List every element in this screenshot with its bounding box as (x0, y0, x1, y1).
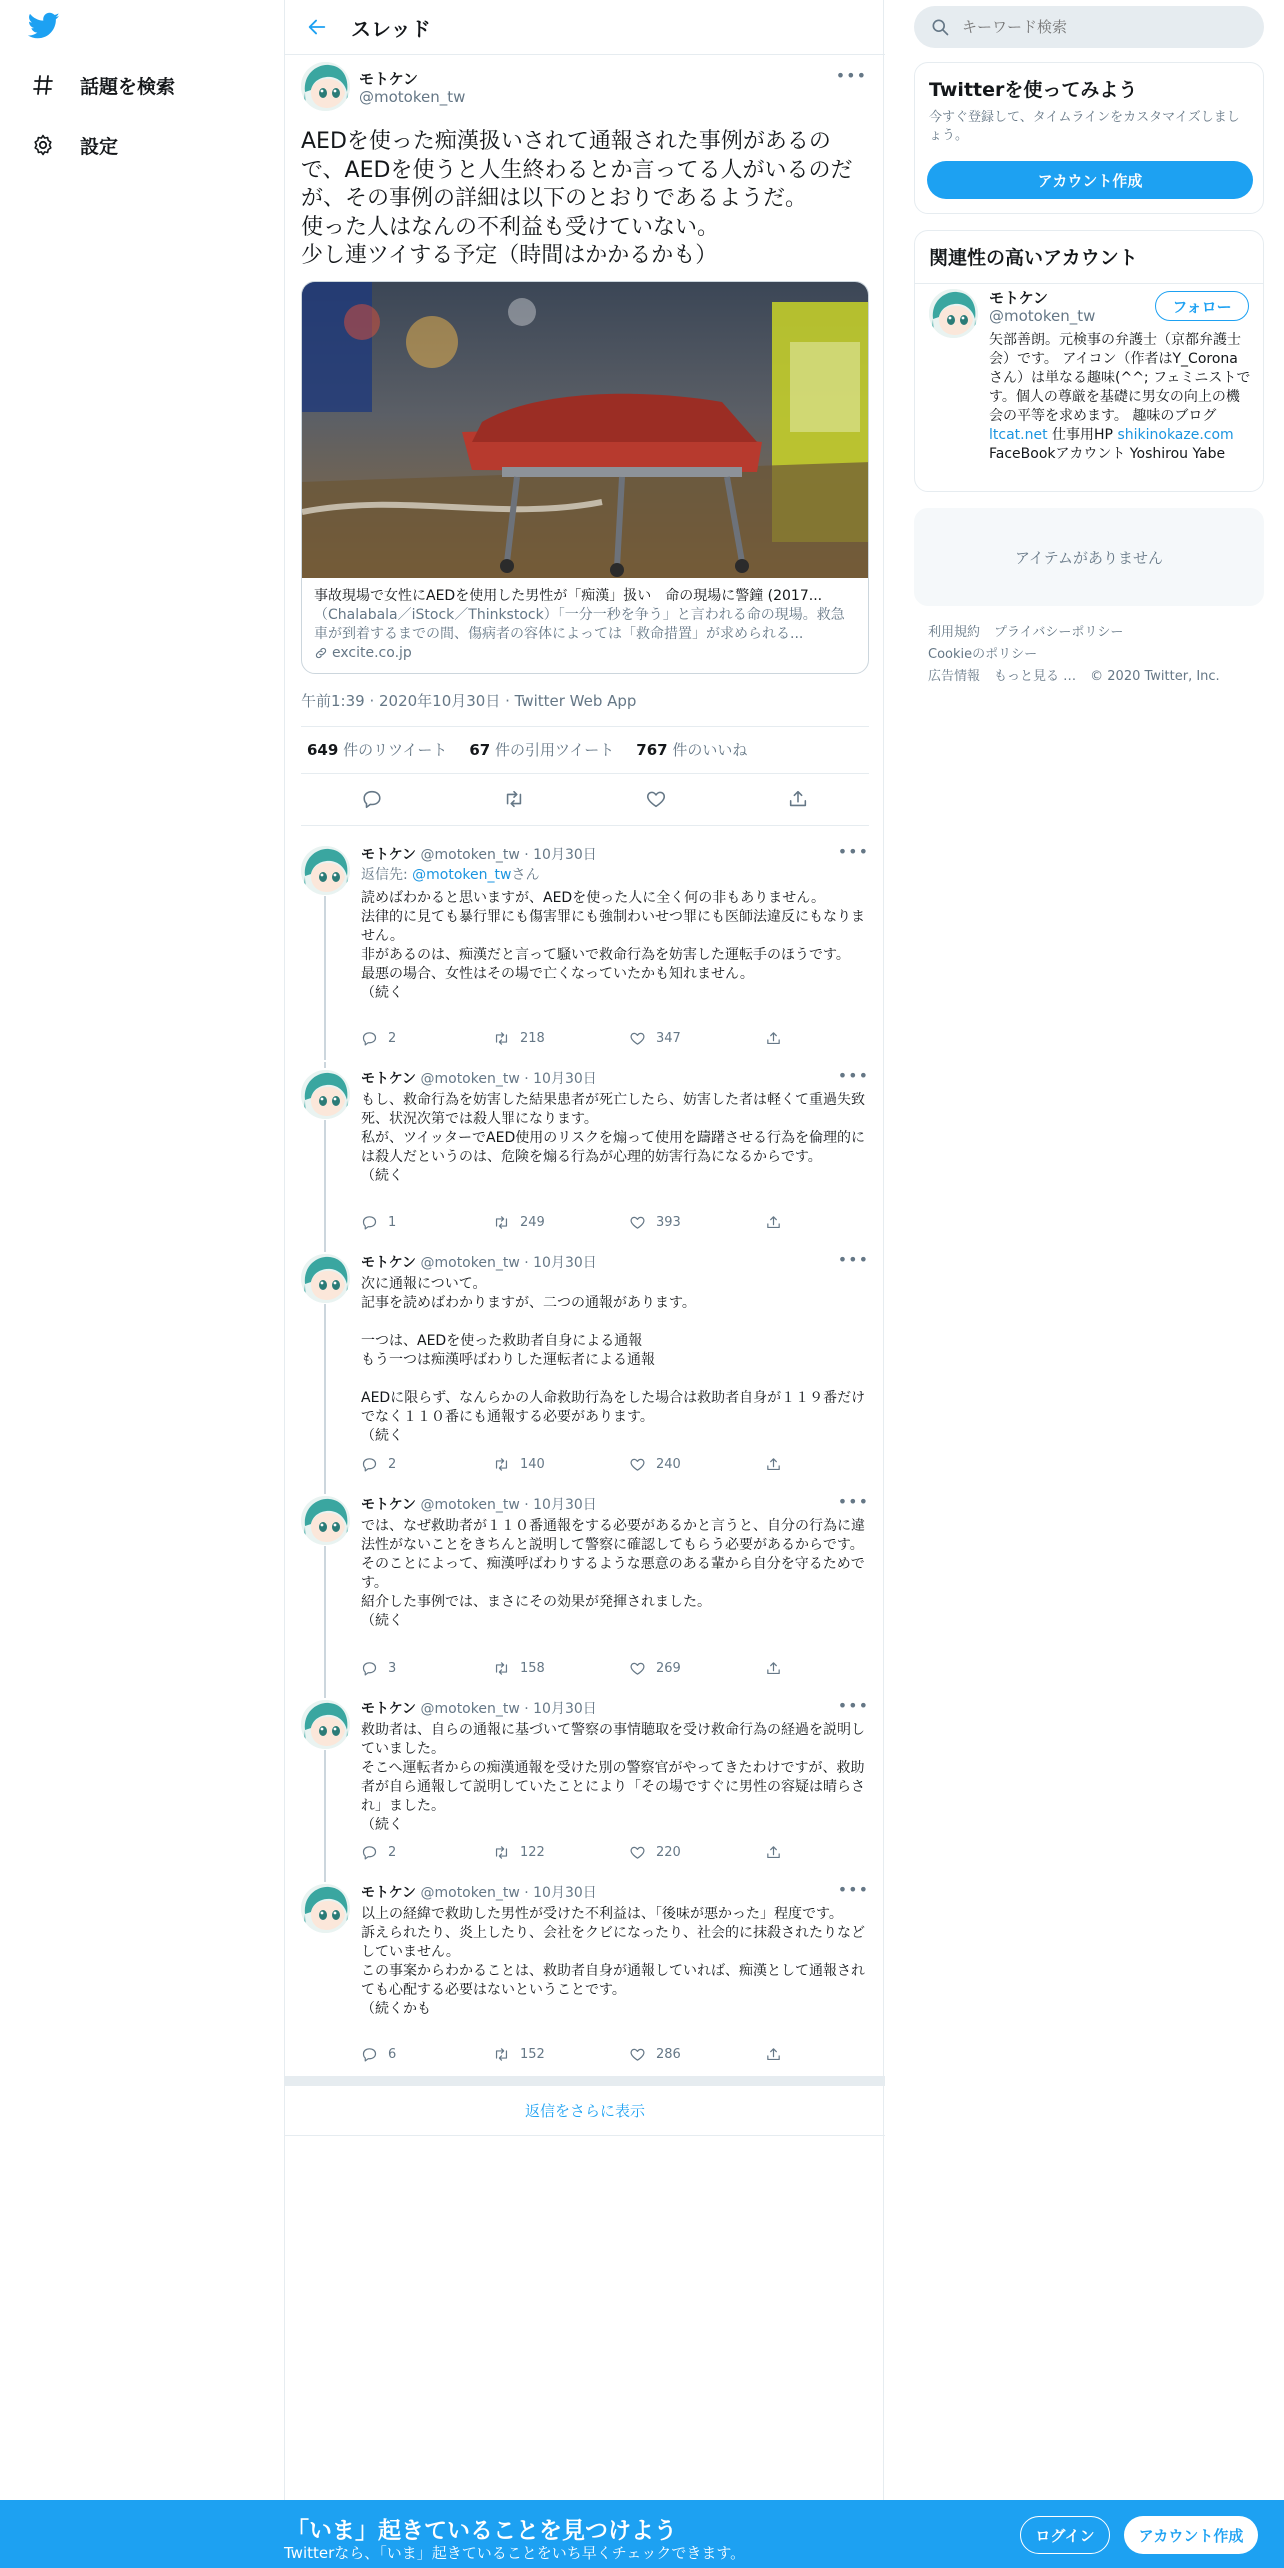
reply-header (361, 844, 597, 864)
show-more-replies-link[interactable]: 返信をさらに表示 (285, 2086, 885, 2136)
avatar[interactable] (301, 1070, 350, 1119)
reply-date[interactable]: · 10月30日 (524, 1885, 597, 1901)
reply-icon (361, 1214, 378, 1231)
reply-date[interactable]: · 10月30日 (524, 1255, 597, 1271)
reply-tweet[interactable] (285, 1692, 885, 1876)
avatar[interactable] (301, 1496, 350, 1545)
author-name[interactable]: モトケン (361, 1701, 417, 1717)
create-account-button[interactable]: アカウント作成 (927, 161, 1253, 199)
reply-icon (361, 1030, 378, 1047)
replying-to-suffix: さん (511, 867, 540, 883)
retweet-action[interactable] (493, 1456, 629, 1473)
tweet-timestamp[interactable]: 午前1:39 · 2020年10月30日 · Twitter Web App (301, 691, 637, 710)
reply-actions (361, 1214, 782, 1231)
like-action[interactable] (629, 1030, 765, 1047)
retweet-count: 140 (520, 1457, 545, 1472)
reply-count: 2 (388, 1457, 397, 1472)
reply-date[interactable]: · 10月30日 (524, 847, 597, 863)
share-icon (765, 1660, 782, 1677)
like-count[interactable] (636, 739, 747, 760)
search-input[interactable] (960, 17, 1240, 37)
share-action[interactable] (765, 1844, 782, 1861)
banner-subtitle: Twitterなら、「いま」起きていることをいち早くチェックできます。 (284, 2544, 746, 2562)
thread-column (284, 0, 884, 2500)
retweet-action[interactable] (493, 1660, 629, 1677)
thread-line (324, 1488, 326, 1494)
author-name[interactable]: モトケン (361, 1497, 417, 1513)
footer-cookie-link[interactable]: Cookieのポリシー (928, 647, 1038, 662)
replying-to-handle[interactable]: @motoken_tw (412, 867, 512, 883)
reply-actions (361, 1660, 782, 1677)
more-options-icon[interactable]: ••• (837, 842, 869, 861)
main-tweet (301, 60, 869, 826)
nav-explore-label: 話題を検索 (80, 75, 176, 98)
footer-more-link[interactable]: もっと見る … (994, 669, 1077, 684)
reply-icon (361, 2046, 378, 2063)
bio-text-mid: 仕事用HP (1047, 427, 1118, 443)
author-handle[interactable]: @motoken_tw (420, 1071, 520, 1087)
search-icon (930, 17, 950, 37)
like-count: 393 (656, 1215, 681, 1230)
retweet-count-label: 件のリツイート (343, 741, 448, 759)
avatar[interactable] (301, 846, 350, 895)
link-icon (314, 646, 328, 660)
reply-count: 3 (388, 1661, 397, 1676)
back-arrow-icon[interactable] (297, 7, 337, 47)
share-action[interactable] (765, 1456, 782, 1473)
like-count: 269 (656, 1661, 681, 1676)
thread-line (324, 1692, 326, 1698)
retweet-icon (493, 1844, 510, 1861)
login-button[interactable]: ログイン (1020, 2516, 1110, 2554)
share-icon (765, 2046, 782, 2063)
retweet-count: 249 (520, 1215, 545, 1230)
banner-title: 「いま」起きていることを見つけよう (286, 2518, 677, 2544)
like-count-label: 件のいいね (672, 741, 748, 759)
bio-link-blog[interactable]: ltcat.net (989, 427, 1048, 443)
reply-count: 2 (388, 1845, 397, 1860)
tweet-actions (301, 774, 869, 826)
retweet-count-value: 649 (307, 741, 339, 759)
reply-action[interactable] (361, 2046, 493, 2063)
reply-action[interactable] (361, 1030, 493, 1047)
follow-button[interactable]: フォロー (1155, 291, 1249, 321)
author-name[interactable]: モトケン (359, 70, 418, 88)
more-options-icon[interactable]: ••• (837, 1250, 869, 1269)
reply-text: もし、救命行為を妨害した結果患者が死亡したら、妨害した者は軽くて重過失致死、状況次第では殺人罪になります。 私が、ツイッターでAED使用のリスクを煽って使用を躊躇させる行為を倫理的には殺人だというのは、危険を煽る行為が心理的妨害行為になるからです。 （続く (361, 1092, 865, 1184)
retweet-icon (493, 2046, 510, 2063)
reply-text: 読めばわかると思いますが、AEDを使った人に全く何の非もありません。 法律的に見ても暴行罪にも傷害罪にも強制わいせつ罪にも医師法違反にもなりません。 非があるのは、痴漢だと言って騒いで救命行為を妨害した運転手のほうです。 最悪の場合、女性はその場で亡くなっていたかも知れません。 （続く (361, 890, 865, 1001)
card-description: （Chalabala／iStock／Thinkstock）「一分一秒を争う」と言われる命の現場。救急車が到着するまでの間、傷病者の容体によっては「救命措置」が求められる... (314, 606, 845, 642)
retweet-count: 218 (520, 1031, 545, 1046)
like-count-value: 767 (636, 741, 668, 759)
like-action[interactable] (629, 1844, 765, 1861)
like-action[interactable] (629, 1456, 765, 1473)
avatar[interactable] (929, 289, 978, 338)
reply-count: 2 (388, 1031, 397, 1046)
reply-count: 6 (388, 2047, 397, 2062)
reply-header (361, 1882, 597, 1902)
quote-count-label: 件の引用ツイート (495, 741, 615, 759)
reply-action[interactable] (361, 1456, 493, 1473)
twitter-bird-icon[interactable] (28, 12, 64, 42)
retweet-count: 122 (520, 1845, 545, 1860)
like-icon (629, 1030, 646, 1047)
main-tweet-header (301, 60, 869, 114)
share-action[interactable] (765, 1660, 782, 1677)
footer-links (928, 622, 1258, 688)
retweet-count[interactable] (307, 739, 447, 760)
more-options-icon[interactable]: ••• (837, 1696, 869, 1715)
reply-tweet[interactable] (285, 838, 885, 1060)
bio-text-end: FaceBookアカウント Yoshirou Yabe (989, 446, 1226, 462)
related-account-handle[interactable]: @motoken_tw (989, 307, 1096, 325)
like-count: 220 (656, 1845, 681, 1860)
reply-date[interactable]: · 10月30日 (524, 1701, 597, 1717)
retweet-action[interactable] (493, 1844, 629, 1861)
more-options-icon[interactable]: ••• (837, 1492, 869, 1511)
retweet-icon (493, 1030, 510, 1047)
replying-to (361, 864, 539, 884)
card-image (302, 282, 869, 578)
author-handle[interactable]: @motoken_tw (420, 1255, 520, 1271)
section-separator (285, 2076, 885, 2086)
author-handle[interactable]: @motoken_tw (420, 1701, 520, 1717)
tweet-stats (301, 726, 869, 774)
more-options-icon[interactable]: ••• (837, 1880, 869, 1899)
like-icon (629, 1456, 646, 1473)
reply-header (361, 1698, 597, 1718)
more-options-icon[interactable]: ••• (835, 66, 867, 85)
author-name[interactable]: モトケン (361, 1255, 417, 1271)
reply-header (361, 1252, 597, 1272)
more-options-icon[interactable]: ••• (837, 1066, 869, 1085)
reply-actions (361, 2046, 782, 2063)
footer-terms-link[interactable]: 利用規約 (928, 625, 981, 640)
reply-action[interactable] (361, 1660, 493, 1677)
footer-privacy-link[interactable]: プライバシーポリシー (994, 625, 1124, 640)
related-account-name[interactable]: モトケン (989, 289, 1048, 307)
card-domain-text: excite.co.jp (332, 644, 412, 661)
header-divider (285, 54, 885, 55)
author-name[interactable]: モトケン (361, 1885, 417, 1901)
avatar[interactable] (301, 1254, 350, 1303)
related-account-bio (989, 331, 1251, 464)
hashtag-icon (30, 72, 56, 98)
like-icon[interactable] (641, 784, 671, 814)
signup-banner (0, 2500, 1284, 2568)
retweet-count: 152 (520, 2047, 545, 2062)
retweet-icon (493, 1456, 510, 1473)
link-card[interactable] (301, 281, 869, 674)
thread-line (324, 1246, 326, 1252)
thread-line (324, 1750, 326, 1876)
signup-prompt-box (914, 62, 1264, 214)
share-icon (765, 1844, 782, 1861)
bio-link-homepage[interactable]: shikinokaze.com (1117, 427, 1234, 443)
reply-actions (361, 1844, 782, 1861)
card-domain (314, 644, 856, 663)
reply-tweet[interactable] (285, 1876, 885, 2076)
reply-tweet[interactable] (285, 1062, 885, 1246)
reply-icon (361, 1844, 378, 1861)
share-icon (765, 1456, 782, 1473)
reply-text: 次に通報について。 記事を読めばわかりますが、二つの通報があります。 一つは、AEDを使った救助者自身による通報 もう一つは痴漢呼ばわりした運転者による通報 AEDに限らず、なんらかの人命救助行為をした場合は救助者自身が１１９番だけでなく１１０番にも通報する必要があります。 （続く (361, 1276, 866, 1444)
retweet-icon (493, 1660, 510, 1677)
retweet-icon[interactable] (499, 784, 529, 814)
like-action[interactable] (629, 1660, 765, 1677)
reply-tweet[interactable] (285, 1488, 885, 1692)
thread-line (324, 896, 326, 1060)
retweet-icon (493, 1214, 510, 1231)
reply-icon (361, 1660, 378, 1677)
reply-text: 救助者は、自らの通報に基づいて警察の事情聴取を受け救命行為の経過を説明していました。 そこへ運転者からの痴漢通報を受けた別の警察官がやってきたわけですが、救助者が自ら通報して説明していたことにより「その場ですぐに男性の容疑は晴らされ」ました。 （続く (361, 1722, 865, 1833)
reply-tweet[interactable] (285, 1246, 885, 1488)
thread-line (324, 1120, 326, 1246)
left-navigation (0, 0, 284, 2500)
reply-date[interactable]: · 10月30日 (524, 1071, 597, 1087)
card-body (302, 578, 868, 673)
related-divider (915, 283, 1263, 284)
like-icon (629, 2046, 646, 2063)
author-handle[interactable]: @motoken_tw (359, 88, 466, 106)
share-action[interactable] (765, 2046, 782, 2063)
thread-line (324, 1876, 326, 1882)
empty-items-box: アイテムがありません (914, 508, 1264, 606)
thread-line (324, 1304, 326, 1488)
avatar[interactable] (301, 1884, 350, 1933)
author-name[interactable]: モトケン (361, 847, 417, 863)
reply-header (361, 1068, 597, 1088)
like-icon (629, 1844, 646, 1861)
reply-count: 1 (388, 1215, 397, 1230)
like-icon (629, 1660, 646, 1677)
reply-text: では、なぜ救助者が１１０番通報をする必要があるかと言うと、自分の行為に違法性がないことをきちんと説明して警察に確認してもらう必要があるからです。 そのことによって、痴漢呼ばわりするような悪意のある輩から自分を守るためです。 紹介した事例では、まさにその効果が発揮されました。 （続く (361, 1518, 865, 1629)
reply-text: 以上の経緯で救助した男性が受けた不利益は、「後味が悪かった」程度です。 訴えられたり、炎上したり、会社をクビになったり、社会的に抹殺されたりなどしていません。 この事案からわかることは、救助者自身が通報していれば、痴漢として通報されても心配する必要はないということです。 （続くかも (361, 1906, 865, 2017)
quote-count-value: 67 (469, 741, 491, 759)
quote-count[interactable] (469, 739, 614, 760)
reply-icon[interactable] (357, 784, 387, 814)
tweet-text: AEDを使った痴漢扱いされて通報された事例があるので、AEDを使うと人生終わるとか言ってる人がいるのだが、その事例の詳細は以下のとおりであるようだ。 使った人はなんの不利益も受けていない。 少し連ツイする予定（時間はかかるかも） (301, 129, 853, 268)
thread-line (324, 1062, 326, 1068)
related-title: 関連性の高いアカウント (929, 247, 1138, 269)
card-title: 事故現場で女性にAEDを使用した男性が「痴漢」扱い 命の現場に警鐘 (2017... (314, 587, 823, 604)
author-handle[interactable]: @motoken_tw (420, 1497, 520, 1513)
related-accounts-box (914, 230, 1264, 492)
retweet-action[interactable] (493, 1030, 629, 1047)
reply-header (361, 1494, 597, 1514)
share-action[interactable] (765, 1214, 782, 1231)
like-count: 347 (656, 1031, 681, 1046)
retweet-action[interactable] (493, 1214, 629, 1231)
signup-subtitle: 今すぐ登録して、タイムラインをカスタマイズしましょう。 (929, 110, 1240, 143)
reply-icon (361, 1456, 378, 1473)
footer-ads-link[interactable]: 広告情報 (928, 669, 981, 684)
page-title: スレッド (351, 16, 431, 41)
like-icon (629, 1214, 646, 1231)
nav-explore[interactable] (30, 65, 175, 105)
retweet-action[interactable] (493, 2046, 629, 2063)
author-handle[interactable]: @motoken_tw (420, 847, 520, 863)
reply-action[interactable] (361, 1844, 493, 1861)
share-icon[interactable] (783, 784, 813, 814)
avatar[interactable] (301, 62, 350, 111)
replying-to-prefix: 返信先: (361, 867, 413, 883)
signup-title: Twitterを使ってみよう (929, 79, 1138, 101)
author-name[interactable]: モトケン (361, 1071, 417, 1087)
like-action[interactable] (629, 1214, 765, 1231)
gear-icon (30, 132, 56, 158)
share-action[interactable] (765, 1030, 782, 1047)
thread-line (324, 1546, 326, 1692)
author-handle[interactable]: @motoken_tw (420, 1885, 520, 1901)
nav-settings-label: 設定 (80, 135, 119, 158)
share-icon (765, 1214, 782, 1231)
retweet-count: 158 (520, 1661, 545, 1676)
search-bar[interactable] (914, 6, 1264, 48)
like-count: 240 (656, 1457, 681, 1472)
banner-signup-button[interactable]: アカウント作成 (1124, 2516, 1258, 2554)
like-action[interactable] (629, 2046, 765, 2063)
reply-date[interactable]: · 10月30日 (524, 1497, 597, 1513)
like-count: 286 (656, 2047, 681, 2062)
share-icon (765, 1030, 782, 1047)
avatar[interactable] (301, 1700, 350, 1749)
reply-actions (361, 1456, 782, 1473)
reply-action[interactable] (361, 1214, 493, 1231)
reply-actions (361, 1030, 782, 1047)
thread-header (285, 0, 885, 54)
nav-settings[interactable] (30, 125, 118, 165)
bio-text: 矢部善朗。元検事の弁護士（京都弁護士会）です。 アイコン（作者はY_Coronaさん）は単なる趣味(^^; フェミニストです。個人の尊厳を基礎に男女の向上の機会の平等を求めます。 趣味のブログ (989, 332, 1251, 424)
footer-copyright: © 2020 Twitter, Inc. (1090, 669, 1220, 684)
